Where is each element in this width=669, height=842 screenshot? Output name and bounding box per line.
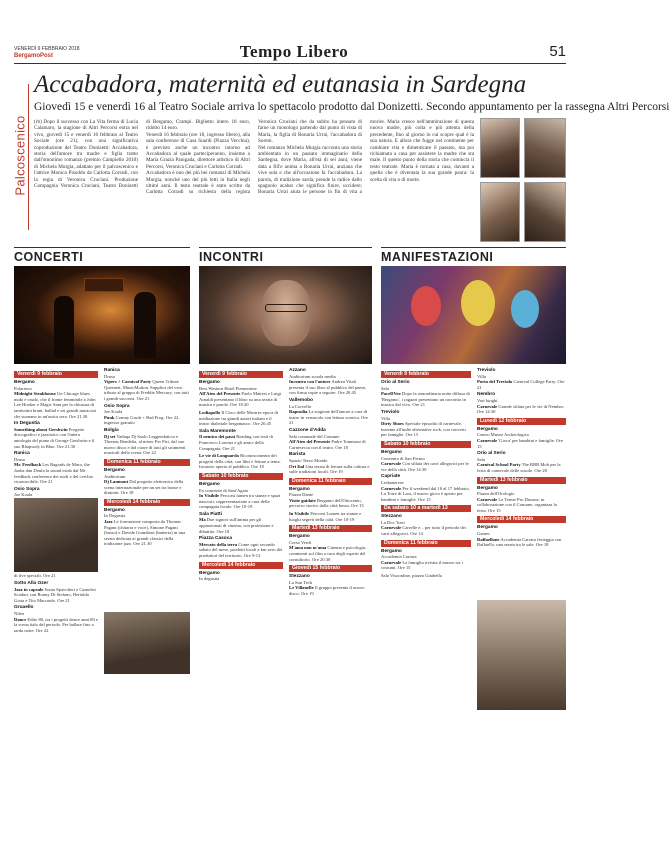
event-place: Azzano <box>289 368 306 373</box>
event-venue: Spazio Terzo Mondo <box>289 457 328 463</box>
article-paragraph: Venerdì 16 febbraio (ore 18, ingresso libero), alla sala conferenze di Casa Suardi (Piazza Vecchia), è previsto anche un incontro intorno ad Accabadora al quale parteciperanno, insieme a Maria Grazia Panigada, direttore artistico di Altri Percorsi, Veronica Cruciani e Carlotta Corradi. <box>146 131 250 170</box>
event-title: In Visibile <box>289 511 310 517</box>
event-place: Bergamo <box>104 467 125 473</box>
event-title: Midnight Steakhouse <box>14 391 56 397</box>
event-place: Bergamo <box>477 426 498 432</box>
event-place: Bergamo <box>199 481 220 487</box>
event-entry <box>381 461 471 472</box>
eyeglasses <box>265 304 307 312</box>
event-description: Una serata di lettura sulla cultura e sulle tradizioni locali. Ore 19 <box>289 463 370 475</box>
event-venue: Joe Koala <box>14 492 33 498</box>
event-entry <box>104 379 190 401</box>
page-header <box>14 40 566 64</box>
event-description: The RRR Mob per la festa di carnevale delle scuole. Ore 20 <box>477 462 561 473</box>
event-venue: Piazza Dante <box>289 492 314 498</box>
date-bar: Lunedì 12 febbraio <box>477 418 566 425</box>
event-venue: Corso Verdi <box>289 539 311 545</box>
event-title: Raffaellone <box>477 536 500 542</box>
event-description: Carnival College Party. Ore 21 <box>477 379 565 390</box>
article-body <box>34 119 474 243</box>
event-entry <box>289 439 372 450</box>
event-description: Accademia Carrara festeggia con Raffaello, una serata tra le sale. Ore 18 <box>477 536 562 548</box>
event-title: In Visibile <box>199 493 220 499</box>
actress-photo <box>524 118 566 178</box>
event-description: Reading con testi di Francesco Lorenzi e gli amici della Compagnia. Ore 21 <box>199 434 273 451</box>
date-bar: Sabato 10 febbraio <box>381 441 471 448</box>
event-place: Bergamo <box>477 485 498 491</box>
event-place: Gruaello <box>14 605 34 611</box>
event-photo-small <box>477 600 566 710</box>
event-entry <box>104 415 190 426</box>
vertical-label-text: Palcoscenico <box>12 115 28 196</box>
event-entry <box>289 498 372 509</box>
event-description: Per il weekend dal 10 al 17 febbraio, La Torre di Lara, il nuovo gioco è aperto per bambini e famiglie. Ore 15 <box>381 485 470 502</box>
event-title: Mercato della terra <box>199 541 238 547</box>
event-place: Stezzano <box>289 574 310 580</box>
event-entry <box>199 410 283 427</box>
event-place: Bergamo <box>381 449 402 455</box>
event-description: Progetto discografico e jazzistico con l'intera antologia del piano di George Gershwin e il suo Rhapsody in Blue. Ore 21.30 <box>14 426 95 449</box>
event-title: Carnevale <box>381 461 402 467</box>
event-entry <box>104 479 190 496</box>
event-entry <box>477 438 566 449</box>
event-place: Sala Maremonte <box>199 428 236 434</box>
event-venue: Polaresco <box>14 385 32 391</box>
event-title: Lodiapollo <box>199 409 221 415</box>
event-entry <box>199 493 283 510</box>
event-venue: Sala comunale del Comune <box>289 433 340 439</box>
concerti-column-left <box>14 368 98 836</box>
section-rule <box>14 247 190 248</box>
event-title: Carnival School Party <box>477 462 521 468</box>
event-description: Grande sfilata per le vie di Nembro. Ore 14.30 <box>477 403 565 415</box>
incontri-column-right <box>289 368 372 836</box>
event-description: Edito 80, tra i progetti dance anni 80 e la scena italo del periodo. Per ballare fino a tarda notte. Ore 22 <box>14 616 98 633</box>
event-title: Vipers + Carnival Party <box>104 379 152 385</box>
carnival-photo <box>381 266 566 364</box>
section-title: Tempo Libero <box>239 42 349 61</box>
event-entry <box>289 511 372 522</box>
manif-column-left <box>381 368 471 836</box>
article-title: Accabadora, maternità ed eutanasia in Sardegna <box>34 71 527 98</box>
event-place: Bergamo <box>289 534 310 540</box>
event-entry <box>381 560 471 571</box>
article-subtitle: Giovedì 15 e venerdì 16 al Teatro Sociale arriva lo spettacolo prodotto dal Donizetti. Secondo appuntamento per la rassegna Altri Percorsi <box>34 101 669 113</box>
event-place: Bergamo <box>199 570 220 576</box>
date-bar: Domenica 11 febbraio <box>104 459 190 466</box>
event-description: Paolo Mattesi e Luigi Arnaldi presentano il libro su una serata di musica e parole. Ore 18.30 <box>199 391 282 408</box>
event-title: Rapsodia <box>289 409 308 415</box>
band-photo-small <box>14 498 98 572</box>
event-description: Bergamo dell'Ottocento, percorso storico dalla città bassa. Ore 15 <box>289 497 364 509</box>
event-place: Orio al Serio <box>477 451 506 457</box>
event-venue: Ex convento di Sant'Agata <box>199 487 248 493</box>
date-bar: Da sabato 10 a martedì 13 <box>381 505 471 512</box>
speaker-photo <box>199 266 372 364</box>
section-rule <box>381 247 566 248</box>
event-description: 'Gioca' per bambini e famiglie. Ore 15 <box>477 437 563 449</box>
event-place: Capriate <box>381 474 401 480</box>
event-description: Riconoscimento dei progetti della città, con libri e letture a tema. Incontro aperto al pubblico. Ore 18 <box>199 453 281 470</box>
event-entry <box>289 379 372 396</box>
carnival-mask <box>511 290 539 328</box>
event-place: Bolgia <box>104 427 119 433</box>
article-photos <box>480 118 566 242</box>
event-description: La famiglia rivisita il museo tra i costumi. Ore 15 <box>381 559 463 571</box>
stage-banner <box>84 278 124 292</box>
event-description: Carrelle e... per tutto il periodo dei carri allegorici. Ore 14 <box>381 525 466 537</box>
event-place: Treviolo <box>477 368 496 373</box>
event-description: Andrea Vitali presenta il suo libro al pubblico del paese, con firma copie a seguire. Ore 20.45 <box>289 379 367 396</box>
event-title: Il nemico dei passi <box>199 434 236 440</box>
event-place: Piazza Casoca <box>199 536 233 542</box>
event-description: Due signori sull'anima per gli appassionati di cinema, con proiezione e dibattito. Ore 18 <box>199 517 274 534</box>
event-description: Dal progetto elettronico della scena internazionale per un set tra house e dintorni. Ore 18 <box>104 479 184 496</box>
event-venue: Lesbanerese <box>381 479 404 485</box>
event-description: Dopo la straordinaria notte diffusa di 'Bergamo', i ragazzi presentano un racconto in musica dal vivo. Ore 21 <box>381 391 470 408</box>
event-entry <box>477 379 566 390</box>
event-entry <box>14 427 98 449</box>
event-title: Incontro con l'autore <box>289 379 331 385</box>
event-venue: Accademia Carrara <box>381 554 417 560</box>
event-entry <box>14 587 98 604</box>
event-title: Jazz <box>104 519 113 525</box>
event-title: Carnevale <box>477 403 498 409</box>
event-entry <box>199 391 283 408</box>
date-bar: Domenica 11 febbraio <box>381 540 471 547</box>
actress-photo <box>480 182 520 242</box>
event-venue: Druso <box>14 456 26 462</box>
performer-silhouette <box>134 292 156 358</box>
event-title: Dj set <box>104 433 116 439</box>
event-title: Punk <box>104 414 115 420</box>
face-shape <box>261 280 311 346</box>
date-bar: Martedì 13 febbraio <box>289 525 372 532</box>
event-place: Stezzano <box>381 514 402 520</box>
event-title: Dj Lanmont <box>104 479 129 485</box>
event-place: Cazzone d'Adda <box>289 427 326 433</box>
event-entry <box>289 464 372 475</box>
article-paragraph: Nel romanzo Michela Murgia racconta una storia ambientata in un passato immaginario della Sardegna, dove Maria, all'età di sei anni, viene data a fill'e anima a Bonaria Urrai, anziana che vive sola e che all'occasione fa l'accabadora. La parola, di tradizione sarda, prende la radice dallo spagnolo acabar che significa finire, uccidere; Bonaria Urrai aiuta le persone in fin di vita a morire. Maria cresce nell'ammirazione di questa nuova madre, più colta e più attenta della precedente, fino al giorno in cui scopre qual è la sua natura. E allora che fugge nel continente per cambiare vita e dimenticare il passato, ma poi richiamata a casa per assistere la madre che sta male. Il questo punto della storia che comincia il testo teatrale. Maria è tornata a casa, davanti a quella che è diventata la sua grande paura: la scelta di vita o di morte. <box>258 119 474 196</box>
event-title: PaceDVeo <box>381 391 401 397</box>
event-venue: Auditorium <box>104 473 126 479</box>
event-entry <box>477 537 566 548</box>
header-date: VENERDÌ 9 FEBBRAIO 2018 <box>14 46 80 52</box>
date-bar: Venerdì 9 febbraio <box>14 371 98 378</box>
date-bar: Martedì 13 febbraio <box>477 477 566 484</box>
event-title: Porta del Treviolo <box>477 379 513 385</box>
manifestazioni-heading: MANIFESTAZIONI <box>381 250 494 264</box>
event-title: Visite guidate <box>289 497 316 503</box>
carnival-mask <box>411 286 441 326</box>
event-entry <box>199 517 283 534</box>
event-venue: Gamec <box>477 531 491 537</box>
header-brand: BergamoPost <box>14 53 54 59</box>
event-entry <box>289 585 372 596</box>
event-place: Sotto Alla Ozer <box>14 581 49 586</box>
event-title: All'Ateo del Presente <box>199 391 241 397</box>
concert-photo <box>14 266 190 364</box>
event-description: Vaduqa Dj Saolo Leggendaticio e Thomas Bendelia, al mixer Per Piri, dal suo nuovo disco e dal cuore di tutti gli strumenti musicali della scena. Ore 22 <box>104 433 186 456</box>
event-venue: Villa <box>381 415 390 421</box>
event-title: Carnevale <box>381 525 402 531</box>
date-bar: Sabato 10 febbraio <box>199 473 283 480</box>
date-bar: Giovedì 15 febbraio <box>289 565 372 572</box>
event-entry <box>381 525 471 536</box>
event-entry <box>199 453 283 470</box>
event-entry <box>199 434 283 451</box>
event-description: La stagione dell'amore a cura di teatro in vernacolo con lettura scenica. Ore 21 <box>289 409 368 426</box>
event-description: Queen Tribute Queenett, MusicMotion. Supplica del vero tributo al gruppo di Freddie Mercury, con tutti i grandi successi. Ore 21 <box>104 379 189 401</box>
event-place: In Degustia <box>14 421 40 427</box>
vertical-section-label <box>12 82 26 230</box>
date-bar: Venerdì 9 febbraio <box>199 371 283 378</box>
article-paragraph: (rb) Dopo il successo con La Vita ferma di Lucia Calamaro, la stagione di Altri Percorsi entra nel vivo, giovedì 15 e venerdì 16 febbraio al Teatro Sociale (ore 21), con una significativa coproduzione del Teatro Donizetti: Accabadora, storia dell'amore tra madre e figlia tratto dall'omonimo romanzo (premio Campiello 2010) di Michela Murgia, adattato per il palcoscenico e l'attrice Monica Pisoddu da Carlotta Corradi, con la regia di Veronica Cruciani. Produzione Compagnia Veronica Cruciani, Teatro Donizetti di Bergamo, Crampi. Biglietto intero 18 euro, ridotto 14 euro. <box>34 119 250 190</box>
event-venue: Druso <box>104 373 116 379</box>
event-venue: La Corvella <box>289 403 311 409</box>
event-title: All'Ateo del Presente <box>289 439 331 445</box>
event-place: Vallemobo <box>289 397 313 403</box>
event-place: Osio Sopra <box>104 403 130 409</box>
event-place: Ranica <box>104 368 120 373</box>
event-title: Le vie di Longuardo <box>199 453 239 459</box>
event-description: Cinema e psicologia: commenti sul film a cura degli esperti del consultorio. Ore 20.30 <box>289 545 367 562</box>
event-entry <box>289 409 372 426</box>
event-place: Nembro <box>477 392 496 398</box>
page-number: 51 <box>549 43 566 60</box>
event-title: Carnevale <box>381 485 402 491</box>
event-entry <box>14 462 98 484</box>
event-entry <box>14 391 98 419</box>
date-bar: Domenica 11 febbraio <box>289 478 372 485</box>
event-title: Carnevale <box>477 437 498 443</box>
event-title: Dance <box>14 616 27 622</box>
event-venue: Piazza dell'Orologio <box>477 491 515 497</box>
event-entry <box>477 497 566 514</box>
event-venue: Sala <box>477 456 485 462</box>
band-photo-small <box>104 612 190 674</box>
actress-photo <box>524 182 566 242</box>
event-description: Con sfilata dei carri allegorici per le vie della città. Ore 14.30 <box>381 461 469 472</box>
event-venue: Joe Koala <box>104 409 123 415</box>
event-title: Carnevale <box>381 559 402 565</box>
incontri-column-left <box>199 368 283 836</box>
vertical-divider <box>28 84 29 230</box>
event-description: Padre Tommaso di Carnesecca con il teatro. Ore 18 <box>289 439 366 450</box>
event-place: Ranica <box>14 451 30 457</box>
date-bar: Venerdì 9 febbraio <box>381 371 471 378</box>
event-place: Bergamo <box>289 486 310 492</box>
event-entry <box>477 404 566 415</box>
event-venue: Convento di San Fermo <box>381 455 425 461</box>
event-description: Cranny Gruiti + Bad Frog. Ore 22, ingresso gratuito <box>104 414 180 426</box>
event-place: Treviolo <box>381 409 400 415</box>
concerti-column-right <box>104 368 190 836</box>
event-description: Il Circo delle Mostres epoca di mediazione tra grandi autori italiani e il teatro dialettale bergamasco. Ore 20.45 <box>199 409 279 427</box>
event-entry <box>14 617 98 634</box>
date-bar: Mercoledì 14 febbraio <box>199 562 283 569</box>
event-place: Bergamo <box>104 507 125 513</box>
event-place: Bergamo <box>14 380 35 385</box>
carnival-mask <box>461 280 495 326</box>
event-entry <box>289 545 372 562</box>
event-description: Un Chicago blues nudo e crudo, che il fronte femminile a John Lee Hooker e Magic Sam per la chiusura di tantissimi brani, ballad e sei grandi musicisti che suonano in un'unica sera. Ore 21.30 <box>14 391 97 419</box>
event-description: Le Terme Pro Dusone, in collaborazione con il Comune, organizza la festa. Ore 15 <box>477 496 557 513</box>
event-entry <box>381 391 471 408</box>
event-venue: Sala <box>381 385 389 391</box>
event-venue: Sala Visoonline, piazza Gitabella <box>381 573 442 579</box>
article-paragraph: Accabadora è uno dei più bei romanzi di Michela Murgia, nonché uno dei più letti in Italia negli ultimi anni. Il testo teatrale è stato scritto da Carlotta Corradi su richiesta della regista Veronica Cruciani che da subito ha pensato di farne un monologo partendo dal punto di vista di Maria, la figlia di Bonaria Urrai, l'accabadora di Soreni. <box>146 119 362 196</box>
event-description: Les Bagrads de Muro, the Jaoba dan Doula la sound estab dal Mr feedback conference dei ruoli e del cerchio riconoscibile. Ore 21 <box>14 462 94 485</box>
event-description: Percorsi lumen tra stanze e spazi nascosti, rappresentazione a cura della compagnia locale. Ore 10-19 <box>199 493 281 510</box>
event-venue: Villa <box>477 373 486 379</box>
event-entry <box>104 434 190 456</box>
incontri-heading: INCONTRI <box>199 250 264 264</box>
event-entry <box>381 486 471 503</box>
performer-silhouette <box>54 296 74 358</box>
event-place: Bergamo <box>199 380 220 385</box>
event-description: Percorsi Lumen tra stanze e luoghi segreti della città. Ore 10-19 <box>289 511 362 522</box>
event-description: Le formazione composta da Thomas Pagani (chitarra e voce), Simone Pagani (basso) e Davide Grandioni (batteria) in una serata dedicata ai grandi classici della tradizione jazz. Ore 21.30 <box>104 519 186 547</box>
event-title: Ma <box>199 517 206 523</box>
concerti-heading: CONCERTI <box>14 250 84 264</box>
event-description: Il gruppo presenta il nuovo disco. Ore 19 <box>289 585 365 596</box>
event-description: Speciale episodio di carnevale, insieme all'indie alternative rock, con concerti per famiglie. Ore 15 <box>381 421 466 438</box>
event-entry <box>477 462 566 473</box>
event-entry <box>199 542 283 559</box>
event-title: Something about Gershwin <box>14 426 68 432</box>
date-bar: Mercoledì 14 febbraio <box>104 499 190 506</box>
event-title: Mr. Feedback <box>14 462 42 468</box>
event-description: Come ogni secondo sabato del mese, prodotti locali a km zero dei produttori del territorio. Ore 9-13 <box>199 541 283 559</box>
event-venue: Vari luoghi <box>477 397 498 403</box>
event-place: Bergamo <box>477 525 498 531</box>
event-venue: Best Western Hotel Piemontese <box>199 385 257 391</box>
event-title: Le Villanelle <box>289 585 314 591</box>
event-place: Osio Sopra <box>14 486 40 492</box>
actress-photo <box>480 118 520 178</box>
section-rule <box>199 247 372 248</box>
event-venue: In Degustia <box>104 513 126 519</box>
event-title: Jazz in capsule <box>14 586 44 592</box>
event-venue: La Doc Torri <box>381 519 405 525</box>
event-description: Sonia Spavolieri e Camoleo Scaduci con Ronny Di Stefano, Bertolda Gioia e Tito Marcardo. Ore 21 <box>14 586 96 603</box>
event-entry <box>104 519 190 547</box>
event-venue: In degustia <box>199 576 220 582</box>
event-title: Ort Ital <box>289 463 305 469</box>
date-bar: Mercoledì 14 febbraio <box>477 516 566 523</box>
event-description: di live speciali. Ore 21 <box>14 573 56 579</box>
event-place: Sala Piatti <box>199 511 222 517</box>
event-entry <box>381 421 471 438</box>
event-title: M'ama non m'ama <box>289 545 327 551</box>
event-place: Orio al Serio <box>381 380 410 385</box>
event-title: Carnevale <box>477 496 498 502</box>
event-place: Barista <box>289 452 306 458</box>
event-venue: Nilea <box>14 610 24 616</box>
event-venue: Centro Museo Archeologico <box>477 432 530 438</box>
event-title: Dirty Shoes <box>381 421 404 427</box>
event-place: Bergamo <box>381 548 402 554</box>
event-venue: La Sun Tech <box>289 579 313 585</box>
event-venue: Auditorium scuola media <box>289 373 336 379</box>
